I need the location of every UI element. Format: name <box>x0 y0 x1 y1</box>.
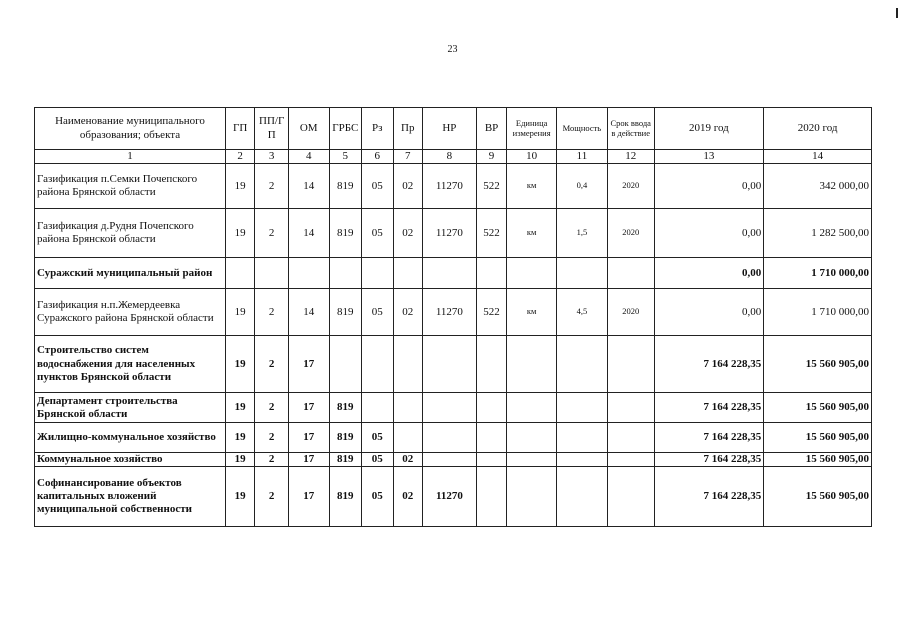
header-pr: Пр <box>393 108 422 150</box>
header-unit: Единица измерения <box>507 108 557 150</box>
cell-pr: 02 <box>393 467 422 527</box>
cell-2020: 342 000,00 <box>764 164 872 209</box>
cell-rz: 05 <box>362 289 393 336</box>
cell-ppgp <box>255 258 289 289</box>
cell-pr <box>393 393 422 423</box>
cell-nr: 11270 <box>422 289 476 336</box>
cell-unit <box>507 423 557 453</box>
cell-gp: 19 <box>225 336 254 393</box>
cell-rz <box>362 336 393 393</box>
header-row <box>35 108 872 150</box>
cell-unit: км <box>507 289 557 336</box>
cell-unit: км <box>507 209 557 258</box>
cell-term <box>607 393 654 423</box>
cell-2020: 15 560 905,00 <box>764 423 872 453</box>
cell-gp: 19 <box>225 209 254 258</box>
cell-grbs: 819 <box>329 289 362 336</box>
cell-rz: 05 <box>362 453 393 467</box>
row-name: Департамент строительства Брянской области <box>35 393 226 423</box>
cell-om: 17 <box>288 393 329 423</box>
cell-ppgp: 2 <box>255 467 289 527</box>
cell-capacity: 4,5 <box>557 289 608 336</box>
index-cell: 2 <box>225 150 254 164</box>
cell-gp: 19 <box>225 467 254 527</box>
cell-nr <box>422 453 476 467</box>
cell-gp: 19 <box>225 289 254 336</box>
cell-ppgp: 2 <box>255 393 289 423</box>
cell-2020: 15 560 905,00 <box>764 393 872 423</box>
cell-vr <box>476 467 506 527</box>
cell-pr <box>393 258 422 289</box>
cell-pr <box>393 336 422 393</box>
cell-grbs: 819 <box>329 453 362 467</box>
cell-capacity <box>557 393 608 423</box>
cell-unit <box>507 453 557 467</box>
index-cell: 6 <box>362 150 393 164</box>
cell-rz <box>362 258 393 289</box>
cell-om: 17 <box>288 336 329 393</box>
cell-grbs: 819 <box>329 423 362 453</box>
cell-grbs <box>329 258 362 289</box>
cell-vr <box>476 453 506 467</box>
row-name: Строительство систем водоснабжения для населенных пунктов Брянской области <box>35 336 226 393</box>
table-row <box>35 336 872 393</box>
row-name: Жилищно-коммунальное хозяйство <box>35 423 226 453</box>
cell-om: 17 <box>288 423 329 453</box>
cell-2019: 0,00 <box>654 258 764 289</box>
row-name: Газификация д.Рудня Почепского района Брянской области <box>35 209 226 258</box>
scan-edge-mark <box>896 8 898 18</box>
cell-unit <box>507 258 557 289</box>
cell-term <box>607 423 654 453</box>
cell-om: 14 <box>288 289 329 336</box>
cell-rz: 05 <box>362 423 393 453</box>
cell-capacity <box>557 423 608 453</box>
cell-grbs <box>329 336 362 393</box>
cell-2019: 0,00 <box>654 164 764 209</box>
header-capacity: Мощность <box>557 108 608 150</box>
cell-ppgp: 2 <box>255 423 289 453</box>
cell-capacity <box>557 258 608 289</box>
cell-2019: 7 164 228,35 <box>654 336 764 393</box>
header-gp: ГП <box>225 108 254 150</box>
cell-vr <box>476 393 506 423</box>
cell-gp: 19 <box>225 423 254 453</box>
cell-2020: 1 710 000,00 <box>764 289 872 336</box>
cell-2020: 1 710 000,00 <box>764 258 872 289</box>
header-vr: ВР <box>476 108 506 150</box>
header-om: ОМ <box>288 108 329 150</box>
cell-ppgp: 2 <box>255 336 289 393</box>
cell-om: 17 <box>288 453 329 467</box>
cell-2019: 7 164 228,35 <box>654 393 764 423</box>
cell-capacity <box>557 453 608 467</box>
cell-vr <box>476 258 506 289</box>
cell-vr: 522 <box>476 209 506 258</box>
cell-ppgp: 2 <box>255 453 289 467</box>
cell-om: 14 <box>288 209 329 258</box>
cell-grbs: 819 <box>329 467 362 527</box>
cell-nr: 11270 <box>422 467 476 527</box>
header-term: Срок ввода в действие <box>607 108 654 150</box>
cell-2020: 15 560 905,00 <box>764 453 872 467</box>
index-cell: 4 <box>288 150 329 164</box>
cell-gp <box>225 258 254 289</box>
row-name: Газификация п.Семки Почепского района Брянской области <box>35 164 226 209</box>
table-row <box>35 393 872 423</box>
cell-om <box>288 258 329 289</box>
cell-term <box>607 467 654 527</box>
budget-table <box>34 107 872 527</box>
cell-pr: 02 <box>393 453 422 467</box>
cell-vr <box>476 423 506 453</box>
header-nr: НР <box>422 108 476 150</box>
cell-unit <box>507 467 557 527</box>
cell-unit <box>507 393 557 423</box>
cell-rz <box>362 393 393 423</box>
cell-grbs: 819 <box>329 393 362 423</box>
cell-rz: 05 <box>362 209 393 258</box>
table-row <box>35 209 872 258</box>
table-row <box>35 453 872 467</box>
cell-term <box>607 336 654 393</box>
index-cell: 3 <box>255 150 289 164</box>
row-name: Софинансирование объектов капитальных вложений муниципальной собственности <box>35 467 226 527</box>
cell-term <box>607 453 654 467</box>
cell-capacity: 1,5 <box>557 209 608 258</box>
cell-nr <box>422 393 476 423</box>
cell-capacity: 0,4 <box>557 164 608 209</box>
cell-vr: 522 <box>476 289 506 336</box>
cell-2020: 15 560 905,00 <box>764 467 872 527</box>
cell-pr: 02 <box>393 164 422 209</box>
table-row <box>35 423 872 453</box>
cell-term: 2020 <box>607 164 654 209</box>
cell-om: 14 <box>288 164 329 209</box>
cell-capacity <box>557 467 608 527</box>
cell-vr <box>476 336 506 393</box>
index-cell: 10 <box>507 150 557 164</box>
header-ppgp: ПП/Г П <box>255 108 289 150</box>
header-grbs: ГРБС <box>329 108 362 150</box>
cell-term <box>607 258 654 289</box>
cell-pr <box>393 423 422 453</box>
cell-gp: 19 <box>225 393 254 423</box>
cell-2019: 7 164 228,35 <box>654 467 764 527</box>
index-cell: 14 <box>764 150 872 164</box>
cell-unit <box>507 336 557 393</box>
cell-capacity <box>557 336 608 393</box>
cell-pr: 02 <box>393 209 422 258</box>
table-row <box>35 289 872 336</box>
cell-pr: 02 <box>393 289 422 336</box>
index-cell: 7 <box>393 150 422 164</box>
cell-gp: 19 <box>225 453 254 467</box>
table-row <box>35 467 872 527</box>
cell-nr <box>422 336 476 393</box>
cell-grbs: 819 <box>329 209 362 258</box>
cell-ppgp: 2 <box>255 164 289 209</box>
cell-grbs: 819 <box>329 164 362 209</box>
cell-ppgp: 2 <box>255 209 289 258</box>
index-cell: 13 <box>654 150 764 164</box>
table-row <box>35 258 872 289</box>
index-cell: 12 <box>607 150 654 164</box>
cell-gp: 19 <box>225 164 254 209</box>
page-number: 23 <box>447 44 458 55</box>
row-name: Газификация н.п.Жемердеевка Суражского района Брянской области <box>35 289 226 336</box>
cell-nr <box>422 258 476 289</box>
cell-om: 17 <box>288 467 329 527</box>
cell-2020: 1 282 500,00 <box>764 209 872 258</box>
index-cell: 1 <box>35 150 226 164</box>
cell-nr <box>422 423 476 453</box>
index-cell: 5 <box>329 150 362 164</box>
header-rz: Рз <box>362 108 393 150</box>
cell-2019: 7 164 228,35 <box>654 453 764 467</box>
cell-vr: 522 <box>476 164 506 209</box>
cell-term: 2020 <box>607 209 654 258</box>
cell-nr: 11270 <box>422 164 476 209</box>
index-cell: 11 <box>557 150 608 164</box>
cell-ppgp: 2 <box>255 289 289 336</box>
cell-2019: 7 164 228,35 <box>654 423 764 453</box>
header-2020: 2020 год <box>764 108 872 150</box>
cell-2020: 15 560 905,00 <box>764 336 872 393</box>
index-cell: 9 <box>476 150 506 164</box>
header-2019: 2019 год <box>654 108 764 150</box>
row-name: Коммунальное хозяйство <box>35 453 226 467</box>
index-cell: 8 <box>422 150 476 164</box>
cell-rz: 05 <box>362 467 393 527</box>
cell-rz: 05 <box>362 164 393 209</box>
cell-2019: 0,00 <box>654 289 764 336</box>
row-name: Суражский муниципальный район <box>35 258 226 289</box>
cell-nr: 11270 <box>422 209 476 258</box>
cell-2019: 0,00 <box>654 209 764 258</box>
cell-unit: км <box>507 164 557 209</box>
header-name: Наименование муниципального образования; объекта <box>35 108 226 150</box>
column-index-row <box>35 150 872 164</box>
table-row <box>35 164 872 209</box>
cell-term: 2020 <box>607 289 654 336</box>
